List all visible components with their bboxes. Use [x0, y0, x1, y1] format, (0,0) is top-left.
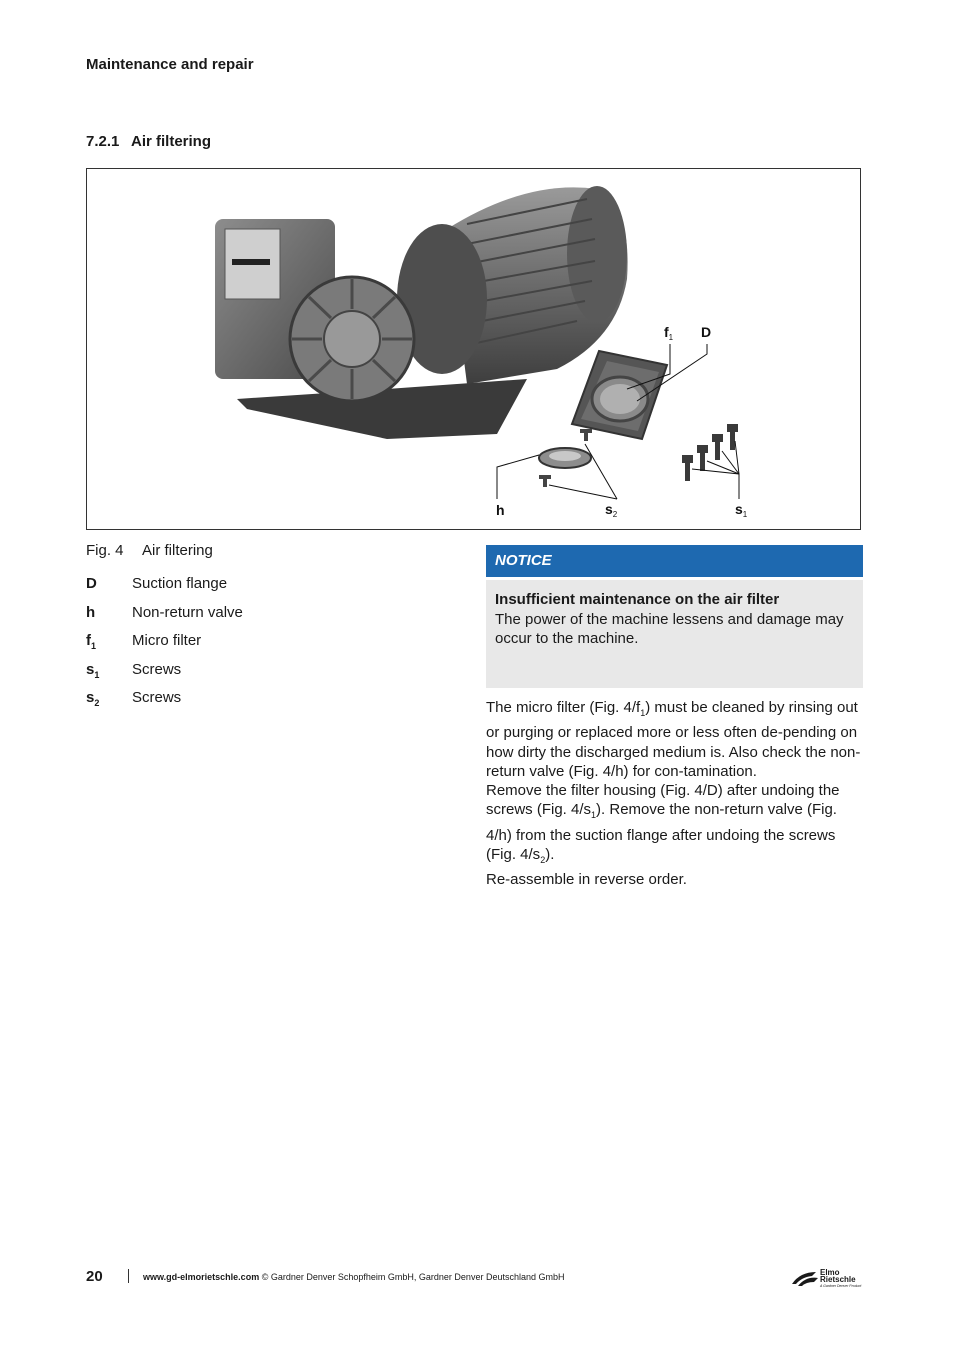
page-number: 20: [86, 1268, 103, 1285]
figure-legend: [86, 575, 243, 718]
legend-item: D Suction flange: [86, 575, 228, 592]
footer-text: [143, 1272, 564, 1282]
notice-body: [486, 580, 863, 688]
legend-item: $f_1$ Micro filter: [86, 632, 202, 651]
legend-item: $s_1$ Screws: [86, 660, 182, 680]
svg-text:A Gardner Denver Product: A Gardner Denver Product: [820, 1284, 862, 1288]
section-title: Maintenance and repair: [86, 56, 254, 73]
figure-frame: [86, 168, 861, 530]
body-text: [486, 698, 863, 890]
footer-copyright: © Gardner Denver Schopfheim GmbH, Gardner Denver Deutschland GmbH: [261, 1272, 565, 1282]
svg-text:Rietschle: Rietschle: [820, 1275, 856, 1284]
paragraph: Remove the filter housing (Fig. 4/D) after undoing the screws (Fig. $4/s_1$). Remove the non-return valve (Fig. 4/h) from the suction flange after undoing the screws (Fig. $4/s_2$).: [486, 782, 840, 866]
legend-item: h Non-return valve: [86, 603, 243, 621]
label-s2: $s_2$: [605, 501, 618, 519]
screws-s1: [682, 424, 738, 481]
legend-item: $s_2$ Screws: [86, 689, 182, 708]
paragraph: The micro filter (Fig. $4/f_1$) must be cleaned by rinsing out or purging or replaced more or less often de-pending on how dirty the discharged medium is. Also check the non-return valve (Fig. 4/h) for con-tamination.: [486, 699, 861, 780]
label-f1: $f_1$: [664, 324, 674, 342]
footer-divider: [128, 1269, 129, 1283]
svg-text:Elmo: Elmo: [820, 1268, 840, 1277]
label-D: D: [701, 324, 712, 340]
subsection-label: Air filtering: [131, 133, 212, 150]
figure-number: Fig. 4: [86, 542, 124, 559]
elmo-rietschle-logo: [790, 1266, 866, 1290]
notice-text: The power of the machine lessens and damage may occur to the machine.: [495, 610, 844, 647]
figure-caption-text: Air filtering: [142, 542, 213, 559]
paragraph: Re-assemble in reverse order.: [486, 871, 687, 889]
label-s1: $s_1$: [735, 501, 748, 519]
notice-box: [486, 545, 863, 688]
motor-end-cap: [567, 186, 627, 322]
footer-url[interactable]: www.gd-elmorietschle.com: [143, 1272, 260, 1282]
figure-caption: [86, 542, 213, 559]
subsection-number: 7.2.1: [86, 133, 120, 150]
pump-illustration: [87, 169, 862, 531]
label-h: h: [496, 502, 505, 518]
notice-title: Insufficient maintenance on the air filter: [495, 591, 780, 608]
subsection-title: [86, 133, 211, 150]
notice-heading: NOTICE: [486, 545, 863, 577]
